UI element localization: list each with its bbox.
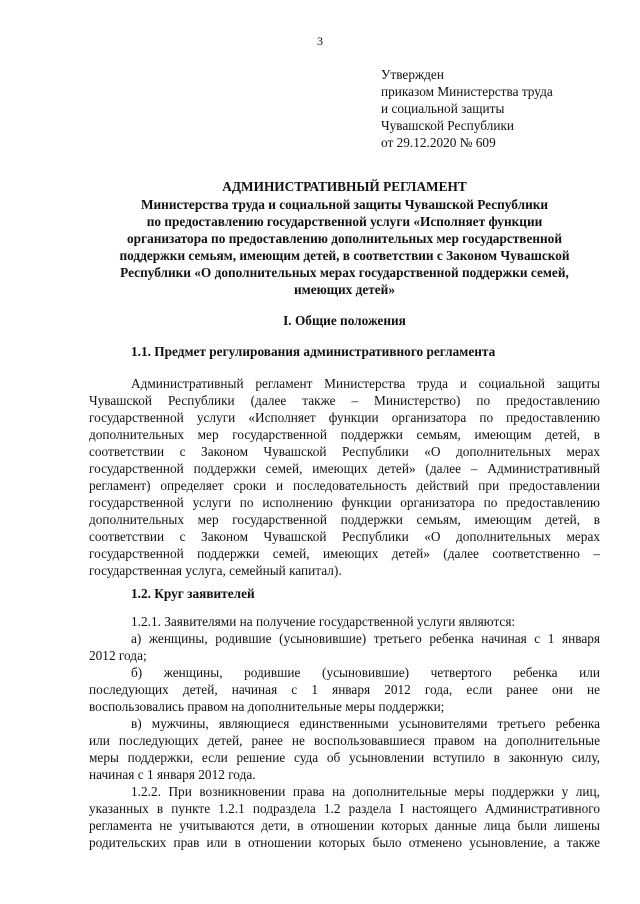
text-line: или последующих детей, ранее не воспользовавшиеся правом на дополнительные — [89, 733, 600, 748]
approval-line: Утвержден — [381, 67, 444, 82]
text-line: государственной поддержки семей, имеющих детей» (далее соответственно – — [89, 546, 600, 561]
text-line: регламента не учитываются дети, в отношении которых данные лица были лишены — [89, 818, 600, 833]
title-line: по предоставлению государственной услуги «Исполняет функции — [146, 214, 543, 229]
text-line: начиная с 1 января 2012 года. — [89, 767, 256, 782]
paragraph-applicants — [89, 613, 600, 851]
text-line: воспользовались правом на дополнительные меры поддержки; — [89, 699, 445, 714]
title-line: поддержки семьям, имеющим детей, в соответствии с Законом Чувашской — [119, 248, 570, 263]
text-line: регламент) определяет сроки и последовательность действий при предоставлении — [89, 478, 600, 493]
title-line: имеющих детей» — [293, 282, 395, 297]
title-line: Министерства труда и социальной защиты Чувашской Республики — [140, 197, 549, 212]
section-heading: I. Общие положения — [283, 313, 406, 328]
approval-line: Чувашской Республики — [381, 118, 515, 133]
text-line: 2012 года; — [89, 648, 147, 663]
text-line: 1.2.2. При возникновении права на дополнительные меры поддержки у лиц, — [131, 784, 600, 799]
approval-line: и социальной защиты — [381, 101, 505, 116]
approval-line: приказом Министерства труда — [381, 84, 553, 99]
text-line: государственной поддержки семей, имеющих детей» (далее – Административный — [89, 461, 600, 476]
approval-block — [381, 66, 553, 151]
subheading-applicants: 1.2. Круг заявителей — [131, 586, 255, 601]
text-line: Административный регламент Министерства труда и социальной защиты — [131, 376, 600, 391]
text-line: в) мужчины, являющиеся единственными усыновителями третьего ребенка — [131, 716, 600, 731]
text-line: соответствии с Законом Чувашской Республики «О дополнительных мерах — [89, 444, 600, 459]
text-line: указанных в пункте 1.2.1 подраздела 1.2 раздела I настоящего Административного — [89, 801, 600, 816]
text-line: а) женщины, родившие (усыновившие) третьего ребенка начиная с 1 января — [131, 631, 600, 646]
text-line: б) женщины, родившие (усыновившие) четвертого ребенка или — [131, 665, 600, 680]
text-line: последующих детей, начиная с 1 января 2012 года, если ранее они не — [89, 682, 600, 697]
subheading-subject: 1.1. Предмет регулирования административного регламента — [131, 344, 496, 359]
text-line: государственной услуги по исполнению функции организатора по предоставлению — [89, 495, 600, 510]
text-line: 1.2.1. Заявителями на получение государственной услуги являются: — [131, 614, 516, 629]
text-line: Чувашской Республики (далее также – Министерство) по предоставлению — [89, 393, 600, 408]
title-main: АДМИНИСТРАТИВНЫЙ РЕГЛАМЕНТ — [222, 179, 467, 194]
paragraph-subject — [89, 375, 600, 579]
text-line: государственная услуга, семейный капитал). — [89, 563, 342, 578]
approval-line: от 29.12.2020 № 609 — [381, 135, 496, 150]
text-line: государственной услуги «Исполняет функции организатора по предоставлению — [89, 410, 600, 425]
text-line: дополнительных мер государственной поддержки семьям, имеющим детей, в — [89, 427, 600, 442]
page-number: 3 — [317, 34, 323, 48]
text-line: меры поддержки, если решение суда об усыновлении вступило в законную силу, — [89, 750, 600, 765]
title-line: Республики «О дополнительных мерах государственной поддержки семей, — [120, 265, 569, 280]
title-line: организатора по предоставлению дополнительных мер государственной — [126, 231, 562, 246]
document-title — [89, 178, 600, 298]
text-line: дополнительных мер государственной поддержки семьям, имеющим детей, в — [89, 512, 600, 527]
text-line: родительских прав или в отношении которых было отменено усыновление, а также — [89, 835, 600, 850]
text-line: соответствии с Законом Чувашской Республики «О дополнительных мерах — [89, 529, 600, 544]
